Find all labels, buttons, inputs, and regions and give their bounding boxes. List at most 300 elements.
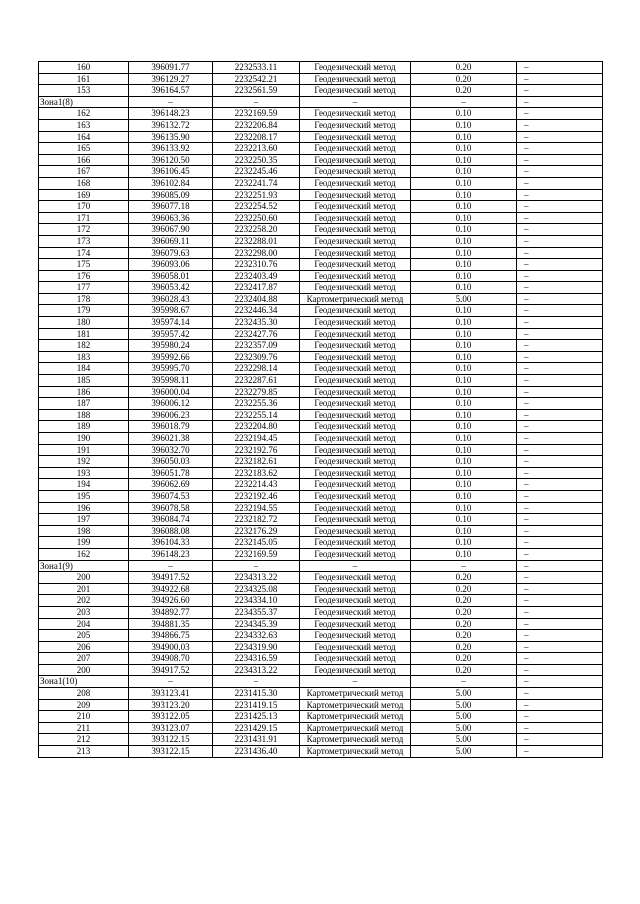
method-cell: Геодезический метод [300,85,411,97]
point-number-cell: 185 [39,375,129,387]
y-coordinate-cell: – [213,676,300,688]
x-coordinate-cell: 396148.23 [129,548,213,560]
y-coordinate-cell: 2232309.76 [213,351,300,363]
method-cell: Геодезический метод [300,317,411,329]
note-cell: – [517,166,603,178]
table-row [39,409,603,421]
note-cell: – [517,711,603,723]
point-number-cell: 202 [39,595,129,607]
x-coordinate-cell: 393122.15 [129,734,213,746]
accuracy-cell: 0.10 [411,328,517,340]
method-cell: Геодезический метод [300,166,411,178]
method-cell: Геодезический метод [300,433,411,445]
note-cell: – [517,375,603,387]
accuracy-cell: – [411,96,517,108]
note-cell: – [517,490,603,502]
point-number-cell: 174 [39,247,129,259]
note-cell: – [517,224,603,236]
note-cell: – [517,560,603,572]
method-cell: Геодезический метод [300,212,411,224]
accuracy-cell: 0.10 [411,108,517,120]
note-cell: – [517,606,603,618]
table-row [39,259,603,271]
table-row [39,606,603,618]
y-coordinate-cell: 2234313.22 [213,572,300,584]
method-cell: Геодезический метод [300,456,411,468]
method-cell: Геодезический метод [300,653,411,665]
point-number-cell: 200 [39,572,129,584]
method-cell: Геодезический метод [300,421,411,433]
zone-header-row [39,676,603,688]
note-cell: – [517,595,603,607]
note-cell: – [517,293,603,305]
accuracy-cell: 0.10 [411,270,517,282]
y-coordinate-cell: 2232404.88 [213,293,300,305]
x-coordinate-cell: 395957.42 [129,328,213,340]
y-coordinate-cell: 2232288.01 [213,235,300,247]
y-coordinate-cell: 2232208.17 [213,131,300,143]
x-coordinate-cell: 396006.12 [129,398,213,410]
note-cell: – [517,444,603,456]
note-cell: – [517,421,603,433]
y-coordinate-cell: 2232183.62 [213,467,300,479]
accuracy-cell: 0.10 [411,247,517,259]
x-coordinate-cell: 396077.18 [129,201,213,213]
method-cell: Геодезический метод [300,119,411,131]
point-number-cell: 208 [39,688,129,700]
point-number-cell: 175 [39,259,129,271]
note-cell: – [517,572,603,584]
x-coordinate-cell: 394926.60 [129,595,213,607]
x-coordinate-cell: 396091.77 [129,62,213,74]
point-number-cell: Зона1(9) [39,560,129,572]
y-coordinate-cell: 2232182.61 [213,456,300,468]
note-cell: – [517,108,603,120]
method-cell: Геодезический метод [300,409,411,421]
method-cell: Геодезический метод [300,305,411,317]
y-coordinate-cell: 2232561.59 [213,85,300,97]
x-coordinate-cell: 393123.20 [129,699,213,711]
y-coordinate-cell: 2232194.55 [213,502,300,514]
point-number-cell: 201 [39,583,129,595]
note-cell: – [517,699,603,711]
method-cell: – [300,676,411,688]
x-coordinate-cell: 395974.14 [129,317,213,329]
table-row [39,664,603,676]
table-row [39,548,603,560]
method-cell: Картометрический метод [300,722,411,734]
method-cell: Геодезический метод [300,259,411,271]
point-number-cell: 188 [39,409,129,421]
note-cell: – [517,548,603,560]
y-coordinate-cell: 2232169.59 [213,548,300,560]
point-number-cell: 200 [39,664,129,676]
y-coordinate-cell: 2232169.59 [213,108,300,120]
y-coordinate-cell: 2232250.35 [213,154,300,166]
point-number-cell: 163 [39,119,129,131]
table-row [39,201,603,213]
table-row [39,746,603,758]
y-coordinate-cell: 2234355.37 [213,606,300,618]
point-number-cell: 165 [39,143,129,155]
y-coordinate-cell: 2232287.61 [213,375,300,387]
table-row [39,363,603,375]
y-coordinate-cell: 2232145.05 [213,537,300,549]
accuracy-cell: 0.10 [411,305,517,317]
x-coordinate-cell: 396032.70 [129,444,213,456]
note-cell: – [517,85,603,97]
method-cell: Геодезический метод [300,548,411,560]
zone-header-row [39,560,603,572]
x-coordinate-cell: 396135.90 [129,131,213,143]
method-cell: Геодезический метод [300,224,411,236]
note-cell: – [517,467,603,479]
x-coordinate-cell: 396050.03 [129,456,213,468]
accuracy-cell: 0.10 [411,502,517,514]
x-coordinate-cell: – [129,96,213,108]
x-coordinate-cell: 396078.58 [129,502,213,514]
table-row [39,177,603,189]
table-row [39,375,603,387]
table-row [39,108,603,120]
x-coordinate-cell: 393123.07 [129,722,213,734]
x-coordinate-cell: 395995.70 [129,363,213,375]
accuracy-cell: – [411,560,517,572]
accuracy-cell: 0.10 [411,363,517,375]
note-cell: – [517,305,603,317]
y-coordinate-cell: 2232245.46 [213,166,300,178]
table-row [39,583,603,595]
y-coordinate-cell: 2231429.15 [213,722,300,734]
note-cell: – [517,676,603,688]
note-cell: – [517,456,603,468]
table-row [39,618,603,630]
method-cell: – [300,96,411,108]
table-row [39,154,603,166]
accuracy-cell: 0.10 [411,166,517,178]
table-row [39,433,603,445]
y-coordinate-cell: 2232251.93 [213,189,300,201]
table-row [39,189,603,201]
accuracy-cell: 0.10 [411,421,517,433]
note-cell: – [517,212,603,224]
method-cell: Геодезический метод [300,641,411,653]
y-coordinate-cell: 2232446.34 [213,305,300,317]
method-cell: Геодезический метод [300,108,411,120]
accuracy-cell: 5.00 [411,711,517,723]
accuracy-cell: 0.20 [411,595,517,607]
point-number-cell: 212 [39,734,129,746]
x-coordinate-cell: 396062.69 [129,479,213,491]
table-row [39,386,603,398]
table-row [39,595,603,607]
point-number-cell: 191 [39,444,129,456]
point-number-cell: 153 [39,85,129,97]
accuracy-cell: 0.10 [411,456,517,468]
accuracy-cell: 0.10 [411,317,517,329]
x-coordinate-cell: 396133.92 [129,143,213,155]
point-number-cell: 205 [39,630,129,642]
accuracy-cell: – [411,676,517,688]
y-coordinate-cell: 2232427.76 [213,328,300,340]
y-coordinate-cell: 2232258.20 [213,224,300,236]
point-number-cell: 161 [39,73,129,85]
table-row [39,73,603,85]
accuracy-cell: 5.00 [411,688,517,700]
table-row [39,143,603,155]
accuracy-cell: 0.10 [411,409,517,421]
x-coordinate-cell: 396129.27 [129,73,213,85]
x-coordinate-cell: 396063.36 [129,212,213,224]
note-cell: – [517,154,603,166]
x-coordinate-cell: 394917.52 [129,664,213,676]
point-number-cell: 162 [39,548,129,560]
accuracy-cell: 0.20 [411,618,517,630]
table-row [39,224,603,236]
y-coordinate-cell: 2231419.15 [213,699,300,711]
accuracy-cell: 0.10 [411,143,517,155]
point-number-cell: 170 [39,201,129,213]
note-cell: – [517,143,603,155]
x-coordinate-cell: 396164.57 [129,85,213,97]
accuracy-cell: 0.10 [411,490,517,502]
point-number-cell: 162 [39,108,129,120]
table-row [39,572,603,584]
method-cell: Геодезический метод [300,235,411,247]
method-cell: Геодезический метод [300,328,411,340]
y-coordinate-cell: 2232182.72 [213,514,300,526]
accuracy-cell: 0.10 [411,386,517,398]
note-cell: – [517,328,603,340]
accuracy-cell: 0.10 [411,351,517,363]
y-coordinate-cell: 2232206.84 [213,119,300,131]
method-cell: Геодезический метод [300,247,411,259]
method-cell: Геодезический метод [300,363,411,375]
y-coordinate-cell: 2232403.49 [213,270,300,282]
accuracy-cell: 0.10 [411,189,517,201]
method-cell: Геодезический метод [300,502,411,514]
y-coordinate-cell: – [213,560,300,572]
point-number-cell: 184 [39,363,129,375]
method-cell: Картометрический метод [300,688,411,700]
note-cell: – [517,641,603,653]
y-coordinate-cell: 2232533.11 [213,62,300,74]
table-row [39,722,603,734]
method-cell: Геодезический метод [300,630,411,642]
x-coordinate-cell: 396079.63 [129,247,213,259]
x-coordinate-cell: 396021.38 [129,433,213,445]
y-coordinate-cell: 2232204.80 [213,421,300,433]
note-cell: – [517,409,603,421]
point-number-cell: 172 [39,224,129,236]
x-coordinate-cell: 396000.04 [129,386,213,398]
method-cell: Геодезический метод [300,154,411,166]
table-row [39,212,603,224]
coordinates-table [38,61,603,758]
method-cell: Геодезический метод [300,189,411,201]
table-row [39,85,603,97]
y-coordinate-cell: 2232279.85 [213,386,300,398]
y-coordinate-cell: 2232213.60 [213,143,300,155]
accuracy-cell: 0.10 [411,131,517,143]
method-cell: Геодезический метод [300,143,411,155]
y-coordinate-cell: 2232310.76 [213,259,300,271]
table-row [39,514,603,526]
x-coordinate-cell: 393122.05 [129,711,213,723]
note-cell: – [517,525,603,537]
x-coordinate-cell: 394900.03 [129,641,213,653]
x-coordinate-cell: 394866.75 [129,630,213,642]
table-row [39,502,603,514]
x-coordinate-cell: 396058.01 [129,270,213,282]
accuracy-cell: 0.20 [411,85,517,97]
method-cell: Геодезический метод [300,270,411,282]
point-number-cell: 198 [39,525,129,537]
y-coordinate-cell: 2234319.90 [213,641,300,653]
y-coordinate-cell: 2231425.13 [213,711,300,723]
x-coordinate-cell: 393122.15 [129,746,213,758]
point-number-cell: 211 [39,722,129,734]
x-coordinate-cell: 396088.08 [129,525,213,537]
method-cell: Геодезический метод [300,201,411,213]
point-number-cell: 189 [39,421,129,433]
point-number-cell: 210 [39,711,129,723]
note-cell: – [517,282,603,294]
point-number-cell: 204 [39,618,129,630]
accuracy-cell: 0.10 [411,259,517,271]
method-cell: Геодезический метод [300,467,411,479]
method-cell: Геодезический метод [300,73,411,85]
y-coordinate-cell: 2232255.14 [213,409,300,421]
note-cell: – [517,189,603,201]
note-cell: – [517,722,603,734]
x-coordinate-cell: 393123.41 [129,688,213,700]
point-number-cell: 213 [39,746,129,758]
method-cell: Геодезический метод [300,444,411,456]
table-row [39,305,603,317]
accuracy-cell: 0.10 [411,514,517,526]
point-number-cell: 178 [39,293,129,305]
x-coordinate-cell: 395980.24 [129,340,213,352]
method-cell: Геодезический метод [300,664,411,676]
accuracy-cell: 0.20 [411,641,517,653]
y-coordinate-cell: 2234325.08 [213,583,300,595]
x-coordinate-cell: 396067.90 [129,224,213,236]
method-cell: Геодезический метод [300,398,411,410]
method-cell: Геодезический метод [300,572,411,584]
table-row [39,247,603,259]
x-coordinate-cell: 396106.45 [129,166,213,178]
note-cell: – [517,583,603,595]
x-coordinate-cell: – [129,560,213,572]
method-cell: Геодезический метод [300,340,411,352]
table-row [39,699,603,711]
point-number-cell: 171 [39,212,129,224]
method-cell: Картометрический метод [300,746,411,758]
note-cell: – [517,119,603,131]
table-row [39,166,603,178]
y-coordinate-cell: 2232192.76 [213,444,300,456]
point-number-cell: 169 [39,189,129,201]
y-coordinate-cell: 2234334.10 [213,595,300,607]
accuracy-cell: 0.10 [411,201,517,213]
x-coordinate-cell: – [129,676,213,688]
note-cell: – [517,270,603,282]
accuracy-cell: 0.10 [411,212,517,224]
x-coordinate-cell: 396084.74 [129,514,213,526]
table-row [39,131,603,143]
point-number-cell: 183 [39,351,129,363]
method-cell: Геодезический метод [300,479,411,491]
y-coordinate-cell: 2232254.52 [213,201,300,213]
x-coordinate-cell: 394892.77 [129,606,213,618]
method-cell: Геодезический метод [300,595,411,607]
note-cell: – [517,96,603,108]
y-coordinate-cell: 2232542.21 [213,73,300,85]
table-row [39,525,603,537]
accuracy-cell: 0.20 [411,62,517,74]
x-coordinate-cell: 396018.79 [129,421,213,433]
table-row [39,467,603,479]
accuracy-cell: 5.00 [411,746,517,758]
accuracy-cell: 5.00 [411,699,517,711]
accuracy-cell: 0.10 [411,154,517,166]
coordinates-table-body [39,62,603,758]
point-number-cell: 195 [39,490,129,502]
accuracy-cell: 0.10 [411,444,517,456]
point-number-cell: 160 [39,62,129,74]
method-cell: Картометрический метод [300,711,411,723]
x-coordinate-cell: 396006.23 [129,409,213,421]
x-coordinate-cell: 394881.35 [129,618,213,630]
table-row [39,537,603,549]
table-row [39,317,603,329]
method-cell: Геодезический метод [300,62,411,74]
note-cell: – [517,479,603,491]
accuracy-cell: 0.20 [411,664,517,676]
point-number-cell: 207 [39,653,129,665]
accuracy-cell: 0.20 [411,73,517,85]
accuracy-cell: 0.10 [411,537,517,549]
table-row [39,293,603,305]
y-coordinate-cell: 2232192.46 [213,490,300,502]
table-row [39,641,603,653]
x-coordinate-cell: 396085.09 [129,189,213,201]
y-coordinate-cell: 2234332.63 [213,630,300,642]
table-row [39,421,603,433]
method-cell: – [300,560,411,572]
point-number-cell: 187 [39,398,129,410]
x-coordinate-cell: 396069.11 [129,235,213,247]
point-number-cell: 186 [39,386,129,398]
note-cell: – [517,62,603,74]
y-coordinate-cell: 2232298.14 [213,363,300,375]
note-cell: – [517,131,603,143]
method-cell: Геодезический метод [300,177,411,189]
point-number-cell: 194 [39,479,129,491]
table-row [39,711,603,723]
note-cell: – [517,363,603,375]
point-number-cell: Зона1(8) [39,96,129,108]
x-coordinate-cell: 395998.67 [129,305,213,317]
method-cell: Геодезический метод [300,282,411,294]
point-number-cell: 203 [39,606,129,618]
note-cell: – [517,514,603,526]
accuracy-cell: 5.00 [411,722,517,734]
y-coordinate-cell: 2232298.00 [213,247,300,259]
accuracy-cell: 0.10 [411,398,517,410]
note-cell: – [517,630,603,642]
